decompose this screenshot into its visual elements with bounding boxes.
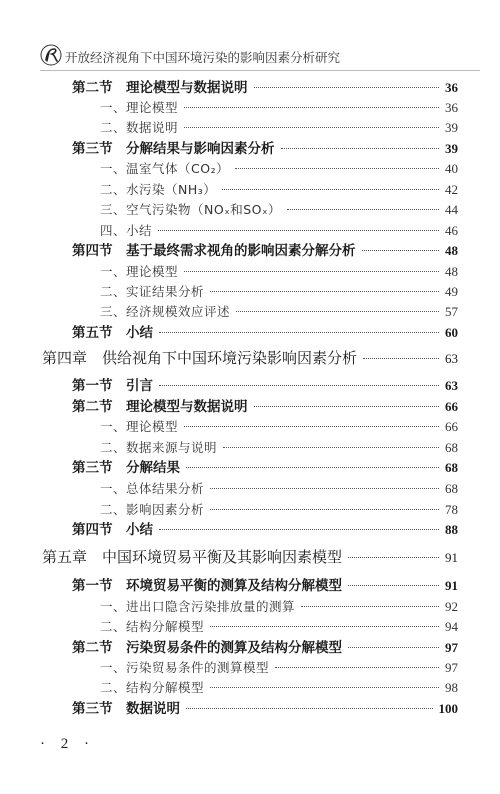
page-number: · 2 · xyxy=(40,736,95,752)
toc-entry-title: 二、结构分解模型 xyxy=(100,680,205,695)
toc-page-number: 92 xyxy=(445,599,458,614)
toc-section-row xyxy=(72,699,458,719)
toc-page-number: 48 xyxy=(445,264,458,279)
toc-entry-title: 第四节 小结 xyxy=(72,522,153,538)
toc-item-row xyxy=(100,262,458,282)
dot-leader xyxy=(158,230,439,231)
toc-entry-title: 第二节 理论模型与数据说明 xyxy=(72,80,248,96)
toc-page-number: 60 xyxy=(445,325,458,340)
toc-page-number: 68 xyxy=(445,440,458,455)
dot-leader xyxy=(210,291,439,292)
toc-page-number: 66 xyxy=(445,419,458,434)
toc-entry-title: 二、结构分解模型 xyxy=(100,619,205,634)
toc-entry-title: 一、进出口隐含污染排放量的测算 xyxy=(100,599,296,614)
toc-item-row xyxy=(100,658,458,678)
dot-leader xyxy=(348,647,439,648)
toc-page-number: 48 xyxy=(445,243,458,258)
toc-section-row xyxy=(72,638,458,658)
toc-entry-title: 第四章 供给视角下中国环境污染影响因素分析 xyxy=(42,349,358,367)
toc-entry-title: 二、水污染（NH₃） xyxy=(100,182,217,197)
toc-item-row xyxy=(100,417,458,437)
toc-item-row xyxy=(100,118,458,138)
dot-leader xyxy=(186,708,433,709)
toc-item-row xyxy=(100,221,458,241)
toc-page-number: 97 xyxy=(445,640,458,655)
toc-section-row xyxy=(72,458,458,478)
toc-entry-title: 一、温室气体（CO₂） xyxy=(100,161,230,176)
toc-page-number: 36 xyxy=(445,80,458,95)
toc-entry-title: 一、理论模型 xyxy=(100,419,179,434)
toc-item-row xyxy=(100,597,458,617)
toc-entry-title: 第五节 小结 xyxy=(72,325,153,341)
toc-page-number: 66 xyxy=(445,399,458,414)
toc-entry-title: 第二节 污染贸易条件的测算及结构分解模型 xyxy=(72,640,342,656)
dot-leader xyxy=(222,189,439,190)
toc-chapter-row xyxy=(42,348,458,368)
toc-page-number: 100 xyxy=(438,701,458,716)
toc-entry-title: 三、空气污染物（NOₓ和SOₓ） xyxy=(100,202,282,217)
toc-entry-title: 一、污染贸易条件的测算模型 xyxy=(100,660,270,675)
dot-leader xyxy=(159,332,439,333)
toc-page-number: 42 xyxy=(445,182,458,197)
dot-leader xyxy=(236,311,439,312)
toc-page-number: 88 xyxy=(445,522,458,537)
toc-item-row xyxy=(100,98,458,118)
dot-leader xyxy=(184,107,439,108)
toc-entry-title: 二、数据说明 xyxy=(100,120,179,135)
toc-section-row xyxy=(72,323,458,343)
toc-section-row xyxy=(72,397,458,417)
toc-page-number: 91 xyxy=(445,578,458,593)
dot-leader xyxy=(281,148,440,149)
toc-page-number: 68 xyxy=(445,481,458,496)
dot-leader xyxy=(301,606,439,607)
toc-entry-title: 第二节 理论模型与数据说明 xyxy=(72,399,248,415)
toc-entry-title: 一、理论模型 xyxy=(100,264,179,279)
toc-page-number: 63 xyxy=(445,351,458,366)
dot-leader xyxy=(184,271,439,272)
toc-entry-title: 第一节 环境贸易平衡的测算及结构分解模型 xyxy=(72,578,342,594)
toc-entry-title: 二、实证结果分析 xyxy=(100,284,205,299)
toc-entry-title: 二、数据来源与说明 xyxy=(100,440,218,455)
toc-page-number: 39 xyxy=(445,120,458,135)
toc-entry-title: 第三节 分解结果 xyxy=(72,460,180,476)
dot-leader xyxy=(210,488,439,489)
dot-leader xyxy=(363,358,439,359)
dot-leader xyxy=(184,127,439,128)
toc-item-row xyxy=(100,282,458,302)
toc-entry-title: 第四节 基于最终需求视角的影响因素分解分析 xyxy=(72,243,356,259)
toc-item-row xyxy=(100,302,458,322)
toc-page-number: 39 xyxy=(445,141,458,156)
toc-section-row xyxy=(72,241,458,261)
toc-item-row xyxy=(100,678,458,698)
toc-page-number: 97 xyxy=(445,660,458,675)
toc-entry-title: 一、理论模型 xyxy=(100,100,179,115)
dot-leader xyxy=(348,557,439,558)
toc-section-row xyxy=(72,576,458,596)
dot-leader xyxy=(348,585,439,586)
dot-leader xyxy=(159,385,439,386)
dot-leader xyxy=(287,209,439,210)
toc-page-number: 57 xyxy=(445,304,458,319)
toc-item-row xyxy=(100,200,458,220)
toc-page-number: 91 xyxy=(445,550,458,565)
toc-section-row xyxy=(72,78,458,98)
dot-leader xyxy=(254,406,440,407)
toc-section-row xyxy=(72,520,458,540)
dot-leader xyxy=(362,250,440,251)
toc-page-number: 40 xyxy=(445,161,458,176)
toc-section-row xyxy=(72,139,458,159)
toc-page-number: 98 xyxy=(445,680,458,695)
toc-page-number: 78 xyxy=(445,502,458,517)
toc-entry-title: 第一节 引言 xyxy=(72,378,153,394)
dot-leader xyxy=(184,426,439,427)
toc-entry-title: 第五章 中国环境贸易平衡及其影响因素模型 xyxy=(42,548,343,566)
toc-page-number: 46 xyxy=(445,223,458,238)
dot-leader xyxy=(210,626,439,627)
dot-leader xyxy=(223,447,439,448)
dot-leader xyxy=(210,509,439,510)
toc-entry-title: 二、影响因素分析 xyxy=(100,502,205,517)
dot-leader xyxy=(235,168,439,169)
toc-page-number: 68 xyxy=(445,460,458,475)
toc-page-number: 36 xyxy=(445,100,458,115)
toc-section-row xyxy=(72,376,458,396)
toc-page-number: 49 xyxy=(445,284,458,299)
toc-item-row xyxy=(100,438,458,458)
dot-leader xyxy=(186,467,439,468)
toc-entry-title: 一、总体结果分析 xyxy=(100,481,205,496)
book-title: 开放经济视角下中国环境污染的影响因素分析研究 xyxy=(65,50,341,65)
toc-item-row xyxy=(100,617,458,637)
toc-chapter-row xyxy=(42,547,458,567)
dot-leader xyxy=(159,529,439,530)
toc-page-number: 94 xyxy=(445,619,458,634)
toc-page-number: 63 xyxy=(445,378,458,393)
toc-entry-title: 四、小结 xyxy=(100,223,153,238)
dot-leader xyxy=(210,687,439,688)
toc-item-row xyxy=(100,500,458,520)
toc-page-number: 44 xyxy=(445,202,458,217)
toc-item-row xyxy=(100,479,458,499)
toc-entry-title: 三、经济规模效应评述 xyxy=(100,304,231,319)
dot-leader xyxy=(254,87,440,88)
toc-entry-title: 第三节 分解结果与影响因素分析 xyxy=(72,141,275,157)
toc-item-row xyxy=(100,159,458,179)
toc-item-row xyxy=(100,180,458,200)
dot-leader xyxy=(275,667,439,668)
toc-entry-title: 第三节 数据说明 xyxy=(72,701,180,717)
